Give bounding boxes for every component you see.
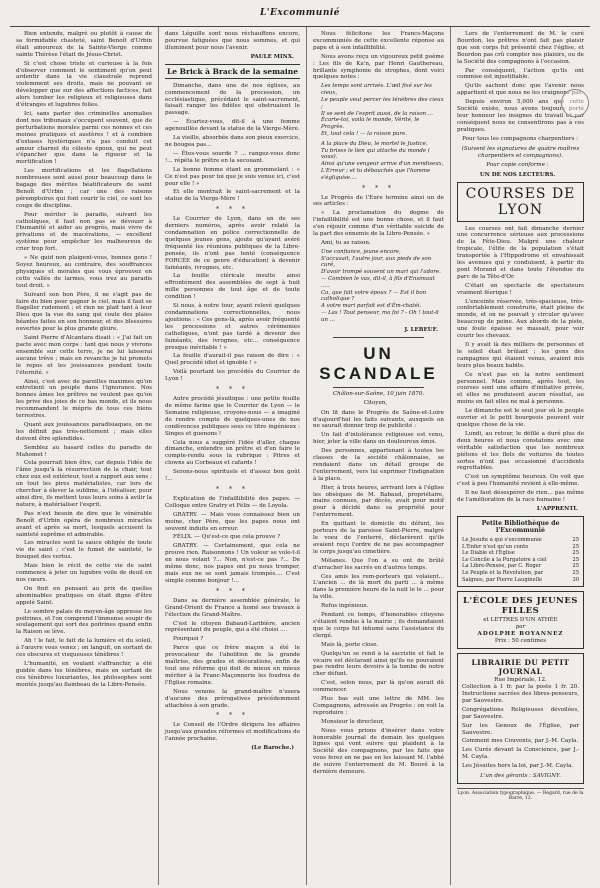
article-text: Il y avait là des milliers de personnes et le soleil était brûlant ; les gens des campagnes qui étaient venus, avaient mis leurs plus beaux habits. — [457, 342, 584, 369]
article-text: Les miracles sont la sauce obligée de toute vie de saint ; c'est le fumet de sainteté, le bouquet des vertus. — [16, 540, 152, 561]
article-text: Mais là, porte close. — [321, 641, 379, 648]
librairie-item: Sur les Genoux de l'Église, par Sauvestre. — [462, 722, 579, 736]
book-name: Le Diable et l'Église — [462, 550, 515, 557]
article-text: Le Progrès de l'Eure termine ainsi un de ses articles : — [313, 194, 444, 208]
signature: UN DE NOS LECTEURS. — [479, 171, 556, 178]
article-text: L'enceinte réservée, très-spacieuse, très-confortablement construite, était pleine de monde, et on ne pouvait y circuler qu'avec beaucoup de peine. Aux abords de la piste, une foule épaisse se massait, pour voir courir les chevaux. — [457, 298, 584, 340]
separator: * * * — [216, 386, 249, 394]
separator: * * * — [216, 485, 249, 493]
courses-title: COURSES DE LYON — [457, 182, 584, 222]
article-text: Ami, tu as raison. — [321, 239, 371, 246]
dateline: Châlon-sur-Saône, 10 juin 1870. — [332, 390, 425, 397]
signature: Pour tous les compagnons charpentiers : — [462, 135, 578, 142]
article-text: Qu'ils sachent donc que l'avenir nous appartient et que nous ne les craignons pas. — [457, 83, 584, 97]
article-text: Ah ! le fait, le fait de la lumière et du soleil, à l'œuvre vous venez ; on languit, on sortant de ces obscures et visqueuses ténèbres ! — [16, 638, 152, 659]
book-item — [462, 577, 579, 584]
article-text: Monsieur le directeur, — [321, 718, 385, 725]
article-text: Nous vous prions d'insérer dans votre honorable journal de demain les quelques lignes qui vont suivre qui plaident à la Société des compagnons, par les faits que vous ferez en ne pas en les laissant M. l'abbé de suivre l'enterrement de M. Bouvé à la dernière demeure. — [313, 727, 444, 776]
article-text: La bonne femme étant en grommelant : « Ce n'est pas pour toi que je suis venue ici, c'est pour elle ! » — [165, 166, 300, 187]
article-text: Dimanche, dans une de nos églises, au commencement de la procession, un ecclésiastique, précédant le saint-sacrement, faisait ranger les fidèles qui obstruaient le passage. — [165, 82, 300, 117]
article-text: Un fait d'intolérance religieuse est venu, hier, jeter la ville dans un douloureux émoi. — [313, 432, 444, 446]
scandale-body — [313, 410, 444, 776]
book-price: 25 — [572, 563, 579, 570]
bibliotheque-box — [457, 516, 584, 587]
article-text: C'était un spectacle de spectateurs vraiment féerique ! — [457, 282, 584, 296]
ecole-title: L'ÉCOLE DES JEUNES FILLES — [463, 596, 578, 617]
article-text: « Ne quid non plaigent-vous, bonnes gens ! Soyez heureux, au contraire, des souffrances physiques et morales que vous éprouvez en cette vallée de larmes, vous irez au paradis tout droit. » — [16, 255, 152, 289]
section-body — [165, 83, 300, 743]
column-2 — [158, 27, 306, 885]
book-name: Saignes, par Pierre Lauginelle — [462, 576, 543, 583]
article-text: Cela pourrait bien être, car depuis l'idée de l'âme jusqu'à la résurrection de la chair, tout chez eux est extérieur, tout a rapport aux sens ; on tout les pires matérialistes, car lors de chercher à élever la sublime, à l'idéaliser, pour ainsi dire, ils mettent tous leurs soins à avilir la nature, à matérialiser l'esprit. — [16, 460, 152, 508]
signature: L'APPRENTI. — [536, 505, 578, 512]
librairie-item: Les Curés devant la Conscience, par J.-M. Cayla. — [462, 747, 579, 761]
masthead-title: L'Excommunié — [259, 8, 341, 18]
courses-body — [457, 226, 584, 504]
book-name: Le Jésuite à qui s'excommunie — [462, 536, 542, 543]
book-price: 25 — [572, 543, 579, 550]
divider — [333, 337, 424, 338]
article-text: Quant aux jouissances paradisiaques, on ne les définit pas très-nettement ; mais elles doivent être splendides. — [16, 421, 152, 442]
librairie-item: Collection à 1 fr. par la poste 1 fr. 20. Instructions sacrées des libres-penseurs, par Sauvestre. — [462, 684, 579, 704]
librairie-ad — [457, 653, 584, 784]
article-text: Saint Pierre d'Alcantara disait : « J'ai fait un pacte avec mon corps : tant que nous y vivrons ensemble sur cette terre, je ne lui laisserai aucune trêve ; mais en revanche je lui promets le repos et les jouissances pendant toute l'éternité. » — [16, 335, 152, 376]
article-text: GRATRY. — Mais vous connaissez bien un moine, cher Père, que les papes nous ont souvent induits en erreur. — [165, 511, 300, 532]
book-name: Le Peuple et la Révolution, par — [462, 569, 544, 576]
book-name: La Libre-Pensée, par C. Roger — [462, 563, 542, 570]
article-text: Le Courrier de Lyon, dans un de ses derniers numéros, après avoir relaté la condamnation en police correctionnelle de quelques jeunes gens, ajoute qu'ayant avéré fréquenté les réunions publiques de la Libre-pensée, ils n'ont pas tenté (conséquence FORCÉE de ce genre d'éducation) à devenir fainéants, ivrognes, etc. — [165, 216, 300, 271]
article-text: Dans sa dernière assemblée générale, le Grand-Orient de France a homé ses travaux à l'élection du Grand-Maître. — [165, 597, 300, 618]
article-text: « La proclamation du dogme de l'infaillibilité est une bonne chose, et il faut s'en réjouir comme d'un véritable suicide de la part des ennemis de la Libre-Pensée. » — [313, 210, 444, 238]
article-text: Parce que ce frère maçon a été le provocateur de l'abolition de la grande maîtrise, des grades et décorations, enfin de tout une réforme qui doit de mieux en mieux mériter à la Franc-Maçonnerie les foudres de l'Église romaine. — [165, 645, 300, 686]
poem-verse: Une confiance, jeune encore, S'accusait, l'autre jour, aux pieds de son curé, D'avoir trompé souvent un mari qui l'adore. — Combien le vas, dit-il, à fils d'Ensimaut ..... Ca, que fait votre époux ? — Est il bon catholique ? A votre mari parfait est d'Ém-chatéi. — Las ! Tout penseur, ma foi ? - Oh ! tout-il un ... — [321, 248, 441, 323]
article-text: Semblez au hasard celles du paradis de Mahomet ! — [16, 444, 152, 458]
article-text: La vieille, absorbée dans son pieux exercice, ne bougea pas... — [165, 135, 300, 148]
article-text: Plus bas suit une lettre de MM. les Compagnons, adressée au Progrès : on voit la reproduire : — [313, 696, 444, 716]
article-text: La feuille d'aurait-il pas raison de dire : « Quel procédé idiot et ignoble ! » — [165, 353, 300, 367]
column-3 — [306, 27, 450, 885]
article-text: Autre procédé jésuitique : une petite feuille de même farine que le Courrier de Lyon — le Semaine religieuse, croyons-nous — a imaginé de rendre compte de quelques-unes de nos conférences publiques sous ce titre ingénieux : Singes et guenons ! — [165, 396, 300, 437]
article-text: Il ne faut désespérer de rien... pas même de l'amélioration de la race humaine ! — [457, 490, 584, 504]
article-text: Depuis environ 5,000 ans que cette Société existe, nous avons toujours porté leur honneur les insignes du travail et par conséquent nous ne consentirons pas à ces pratiques. — [457, 99, 584, 133]
article-text: Si nous, à notre tour, ayant relevé quelques condamnations correctionnelles, nous ajoutions : « Ces gens-là, après avoir fréquenté les processions et autres cérémonies catholiques, n'ont pas tardé à devenir des fainéants, des ivrognes, etc... conséquence presque inévitable ! » — [165, 303, 300, 351]
article-text: Les courses ont fait dimanche dernier une concurrence sérieuse aux processions de la Fête-Dieu. Malgré une chaleur tropicale, l'élite de la population s'était transportée à l'Hippodrome et envahissait les avenues qui y conduisent, à partir du pont Morand et dans toute l'étendue du parc de la Tête-d'Or. — [457, 225, 584, 280]
article-text: Suivant son bon Père, il ne s'agit pas de faire du bien pour gagner le ciel, mais il faut se flageller rudement ; et rien ne plait tant à leur Dieu que la vue du sang qui coule des plaies béantes faites en son honneur, et des blessures ouvertes pour la plus grande gloire. — [16, 291, 152, 333]
librairie-item: Congrégations Religieuses dévoilées, par Sauvestre. — [462, 706, 579, 720]
bibliotheque-title: Petite Bibliothèque de l'Excommunié — [481, 519, 560, 534]
book-price: 30 — [572, 576, 579, 583]
article-text: Serons-nous spirituels et d'assez bon goût !... — [165, 469, 300, 483]
book-item — [462, 563, 579, 570]
article-text: Ici, sans parler des criminelles anomalies dont nos tribunaux s'occupent souvent, que de perturbations morales parmi ces nonnes et ces moines pratiques et austères ! et à combien d'extases hystériques n'a pas conduit cet amour charnel du céleste époux, qui ne peut s'épancher que dans la rigueur et la mortification ! — [16, 110, 152, 166]
article-text: C'est un symptôme heureux. On voit que c'est à peu l'humanité revient à elle-même. — [457, 474, 584, 488]
separator: * * * — [216, 206, 249, 214]
article-text: Par conséquent, l'action qu'ils ont commise est injustifiable. — [457, 67, 584, 81]
article-text: Quelqu'un se rend à la sacristie et fait le vicaire est déclarant ainsi qu'ils ne pouvaient pas rendre leurs devoirs à la tombe de notre cher défunt. — [313, 650, 444, 678]
article-text: Nous avons reçu un vigoureux petit poème : Les fils de Ka'n, par Henri Gauthereau, brillante symphonie de strophes, dont voici quelques notes : — [313, 53, 444, 81]
article-text: C'est, selon nous, par là qu'on aurait dû commencer. — [313, 680, 444, 694]
library-stamp — [561, 89, 589, 117]
book-name: L'Enfer n'est qu'un conte — [462, 543, 529, 550]
article-text: L'humanité, en voulant s'affranchir, a été guidée dans les ténèbres, mais en sortant de ces ténèbres luxuriantes, les philosophes sont montés jusqu'au flambeau de la Libre-Pensée. — [16, 660, 152, 688]
article-text: Pourquoi ? — [173, 636, 204, 643]
article-text: En quittant le domicile du défunt, les porteurs de la paroisse Saint-Pierre, malgré le voeu de l'enterré, déclarèrent qu'ils avaient reçu l'ordre de ne pas accompagner le corps jusqu'au cimetière. — [313, 521, 444, 555]
book-list — [462, 537, 579, 583]
book-price: 25 — [572, 550, 579, 557]
article-text: Nous félicitons les Francs-Maçons excommuniés de cette excellente réponse au pape et à son infaillibilité. — [313, 31, 444, 51]
article-text: — Êtes-vous sourde ? ... rangez-vous donc !... répéta le prêtre en la secouant. — [165, 150, 300, 164]
column-1 — [10, 27, 158, 885]
librairie-list — [462, 684, 579, 770]
book-item — [462, 537, 579, 544]
article-text: Le sombre palais du moyen-âge oppresse les poitrines, et l'on comprend l'immense soupir de soulagement qui sort des poitrines quand enfin la Raison se lève. — [16, 608, 152, 636]
article-text: Bien entendu, malgré ou plutôt à cause de sa formidable chasteté, saint Benoît d'Urbin était amoureux de la Sainte-Vierge comme sainte Thérèse l'était de Jésus-Christ. — [16, 31, 152, 58]
article-text: Des personnes, appartenant à toutes les classes de la société châlonnaise, se rendaient dans un détail groupe de l'enterrement, vers lui exprimer l'indignation à la place. — [313, 448, 444, 482]
book-item — [462, 544, 579, 551]
article-text: Pour mériter le paradis, suivant les catholiques, il faut non pas se dévouer à l'humanité et aider au progrès, mais vivre de privations et de macérations, — excellent système pour empêcher les malheureux de crier trop fort. — [16, 211, 152, 253]
article-text: Le Conseil de l'Ordre dirigera les affaires jusqu'aux grandes réformes et modifications de l'année prochaine. — [165, 722, 301, 743]
article-text: Ainsi, c'est avec de pareilles maximes qu'on entretient un peuple dans l'ignorance. Nos bonnes âmes les prêtres ne veulent pas qu'on les prive des joies de ce bas monde, et ils nous recommandent le mépris de tous ces biens terrestres. — [16, 378, 152, 420]
ecole-subtitle: et LETTRES D'UN ATHÉE — [483, 617, 558, 624]
column-4 — [450, 27, 590, 885]
article-text: Cela nous a suggéré l'idée d'aller, chaque dimanche, entendre un prêtre et d'en faire le compte-rendu sous la rubrique : Pitres et clowns au Corbeaux et cafards ! — [165, 439, 300, 467]
printer-footer: Lyon. Association typographique. — Regard, rue de la Barre, 12. — [457, 788, 584, 801]
separator: * * * — [216, 587, 249, 595]
article-text: La feuille cléricale insulte ainsi effrontément des assemblées de sept à huit mille personnes de tout âge et de toute condition ! — [165, 273, 300, 301]
book-price: 25 — [572, 569, 579, 576]
article-text: Ces amis les rem-porteurs qui volaient... L'ancien ... de là mort du parti ... à même dans la première heure de la nuit le le ... pour la ville. — [313, 573, 444, 601]
book-item — [462, 550, 579, 557]
book-price: 25 — [572, 556, 579, 563]
divider — [333, 387, 424, 388]
separator: * * * — [362, 184, 395, 192]
librairie-item: Comment mes Couvents, par J.-M. Cayla. — [462, 738, 579, 745]
article-text: Pendant ce temps, d'honorables citoyens s'étaient rendus à la mairie ; ils demandaient que le corps fut inhumé sans l'assistance du clergé. — [313, 612, 444, 639]
book-price: 25 — [572, 536, 579, 543]
article-text: Explication de l'infaillibilité des papes. — Colloque entre Gratry et Félix — de Loyola. — [165, 495, 300, 509]
signature: J. LEBEUF. — [404, 326, 438, 333]
signature: (Le Baroche.) — [251, 745, 294, 752]
columns — [10, 27, 590, 885]
article-text: Lors de l'enterrement de M. le curé Bourdon, les prêtres n'ont fait pas plaisir que son corps fut présenté chez l'église, et Bourdon pas crû compter nos plaisirs, ou de la Société des compagnons à l'occasion. — [457, 31, 584, 65]
section-title: Le Brick à Brack de la semaine — [165, 64, 300, 79]
masthead — [10, 0, 590, 27]
article-text: Refus ingénieux. — [321, 603, 369, 610]
signature: Pour copie conforme : — [486, 161, 549, 168]
article-text: Pas n'est besoin de dire que le vénérable Benoît d'Urbin opéra de nombreux miracles avant et après sa mort, lesquels accusent la sainteté suprême et admirable. — [16, 510, 152, 538]
signature-note: (Suivent les signatures de quatre maîtres charpentiers et compagnons). — [461, 145, 580, 159]
ecole-ad — [457, 591, 584, 649]
article-text: GRATRY. — Certainement, que cela ne prouve rien. Raisonnons ! Un voleur se vole-t-il en nous volant ?... Non, n'est-ce pas ?... De même donc, nos papes ont pu nous tromper, mais eux ne se sont jamais trompés.... C'est simple comme bonjour !... — [165, 543, 300, 584]
article-text: — Écartez-vous, dit-il à une femme agenouillée devant la statue de la Vierge-Mère. — [165, 119, 300, 133]
librairie-item: Les Jésuites hors la loi, par J.-M. Cayla. — [462, 763, 574, 770]
poem-verse: Les temps sont arrivés. L'œil fixé sur les cieux, Le peuple veut percer les ténèbres des cieux ; Il se sent de l'esprit aussi, de la raison ... Écarte-toi, voilà le monde, Vérité, le Progrès. Et, tout cela ! — la raison pure. — [321, 83, 444, 137]
book-name: Le Concile à la Purgatoire à ciel — [462, 556, 547, 563]
separator: * * * — [216, 712, 249, 720]
article-text: Si c'est chose triste et curieuse à la fois d'observer comment le sentiment qu'on peut ardentir dans la vie claustrale reprend violemment ses droits, mais ne pouvant se développer que sur des affections factices, fait alors tomber les religieux et religieuses dans d'étranges et lugubres folies. — [16, 60, 152, 109]
article-text: FÉLIX. — Qu'est-ce que cela prouve ? — [173, 534, 281, 541]
ecole-price: Prix : 50 centimes — [494, 638, 547, 645]
headline-scandale: UN SCANDALE — [319, 343, 438, 383]
book-item — [462, 557, 579, 564]
poem-verse: A la place du Dieu, le mortel le Justice. Tu brises le lien qui attache du monde ( vous). Ainsi qu'une vengeur arrive d'un mendiseux, L'Erreur ; et tu débouchés que l'homme s'égliquise.... — [321, 140, 444, 181]
article-text: On lit dans le Progrès de Saône-et-Loire d'aujourd'hui les faits suivants, auxquels on ne saurait donner trop de publicité : — [313, 409, 444, 430]
article-text: Hier, à trois heures, arrivant lors à l'église les obsèques de M. Babaud, propriétaire, mains connues, par décès, avait pour motif pour à décidé dans sa propriété pour l'enterrement. — [313, 484, 444, 519]
article-text: Les mortifications et les flagellations nombreuses sont aussi pour beaucoup dans le bagage des mérites béatificateurs de saint Benoît d'Urbin ; car une des raisons péremptoires qui font courir le ciel, ce sont les coups de discipline. — [16, 168, 152, 209]
gerant: L'un des gérants : SAVIGNY. — [480, 773, 561, 780]
article-text: dans Léguille sont nous réchauffons encore, pourvue fatiguées que nous sommes, et qui illuminent pour nous l'avenir. — [165, 31, 300, 51]
article-text: Le dimanche est le seul jour où le peuple ouvrier et le petit bourgeois peuvent voir quelque chose de la vie. — [457, 408, 584, 428]
article-text: On finit en pensant au prix de quelles abominables pratiques on était digne d'être appelé Saint. — [16, 585, 152, 606]
article-text: Mélanes. Que l'on a su ont de brûlé d'arracher les sacrés en d'autres temps. — [313, 557, 444, 571]
librairie-address: Rue Impériale, 12. — [494, 677, 547, 684]
article-text: Nous venons la grand-maître n'usera d'aucune des prérogatives précédemment attachées à son grade. — [165, 688, 300, 709]
article-text: Voilà pourtant les procédés du Courrier de Lyon ! — [165, 369, 300, 383]
letter-body — [457, 31, 584, 134]
article-text: Et elle montrait le saint-sacrement et la statue de la Vierge-Mère ! — [165, 189, 300, 203]
article-text: Lundi, au retour, le défilé a duré plus de deux heures et nous constatons avec une véritable satisfaction que les nombreux piétons et les flots de voitures de toutes sortes n'ont pas occasionné d'accidents regrettables. — [457, 430, 584, 472]
librairie-title: LIBRAIRIE DU PETIT JOURNAL — [471, 658, 570, 677]
article-text: C'est le citoyen Babaud-Laribière, ancien représentant du peuple, qui a été choisi .... — [165, 620, 300, 634]
salutation: Citoyen, — [363, 399, 388, 406]
book-item — [462, 570, 579, 577]
article-text: Mais bien le récit de cette vie de saint commence à jeter un lugubre voile de deuil en nos cœurs. — [16, 563, 152, 583]
signature: PAULE MINX. — [250, 53, 294, 60]
ecole-author: ADOLPHE BOYANNEZ — [477, 631, 564, 638]
article-text: Ce n'est pas en la notre sentiment personnel. Mais comme, après tout, les courses sont une affaire d'initiative privée, et elles ne produisent aucun résultat, au moins en fait elles ne mal à personne. — [457, 371, 584, 406]
ecole-par: par — [515, 624, 526, 631]
